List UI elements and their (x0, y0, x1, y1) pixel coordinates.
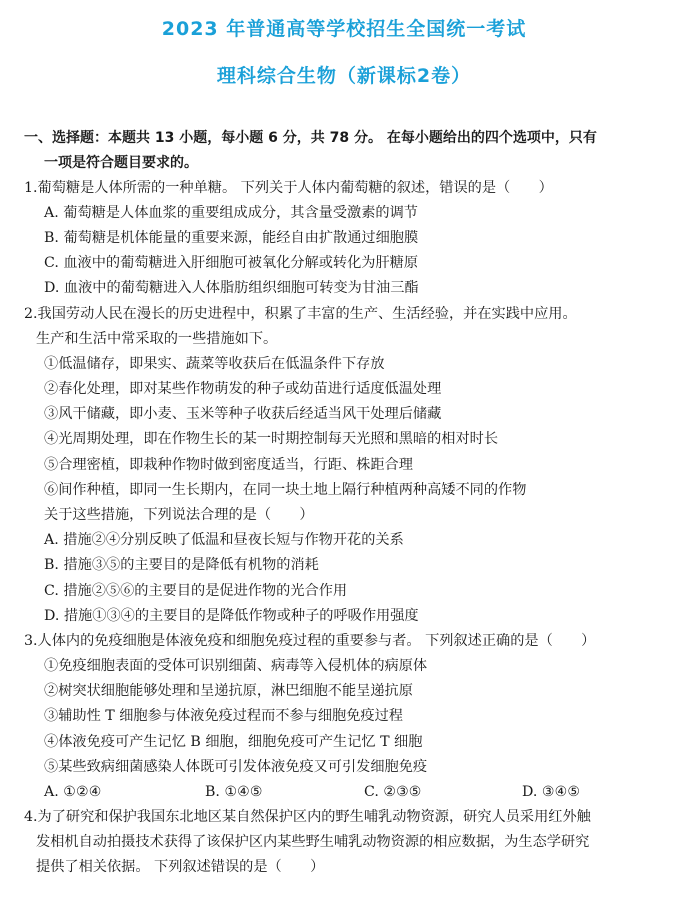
q3-statement-3: ③辅助性 T 细胞参与体液免疫过程而不参与细胞免疫过程 (44, 708, 403, 724)
q1-stem: 1.葡萄糖是人体所需的一种单糖。 下列关于人体内葡萄糖的叙述，错误的是（ ） (24, 180, 553, 196)
q3-statement-2: ②树突状细胞能够处理和呈递抗原，淋巴细胞不能呈递抗原 (44, 683, 413, 699)
q2-measure-5: ⑤合理密植，即栽种作物时做到密度适当，行距、株距合理 (44, 457, 413, 473)
section-heading-line1: 一、选择题：本题共 13 小题，每小题 6 分，共 78 分。 在每小题给出的四个选项中，只有 (24, 130, 597, 146)
q3-stem: 3.人体内的免疫细胞是体液免疫和细胞免疫过程的重要参与者。 下列叙述正确的是（ ） (24, 633, 596, 649)
q2-option-c: C. 措施②⑤⑥的主要目的是促进作物的光合作用 (44, 583, 348, 599)
q2-option-d: D. 措施①③④的主要目的是降低作物或种子的呼吸作用强度 (44, 608, 419, 624)
q2-measure-6: ⑥间作种植，即同一生长期内，在同一块土地上隔行种植两种高矮不同的作物 (44, 482, 527, 498)
q2-option-b: B. 措施③⑤的主要目的是降低有机物的消耗 (44, 557, 319, 573)
q1-option-d: D. 血液中的葡萄糖进入人体脂肪组织细胞可转变为甘油三酯 (44, 280, 419, 296)
q4-stem-line2: 发相机自动拍摄技术获得了该保护区内某些野生哺乳动物资源的相应数据，为生态学研究 (36, 834, 590, 850)
q1-option-a: A. 葡萄糖是人体血浆的重要组成成分，其含量受激素的调节 (44, 205, 418, 221)
q3-statement-4: ④体液免疫可产生记忆 B 细胞，细胞免疫可产生记忆 T 细胞 (44, 734, 423, 750)
q2-stem-line2: 生产和生活中常采取的一些措施如下。 (36, 331, 278, 347)
q3-option-b: B. ①④⑤ (205, 784, 263, 800)
q2-question: 关于这些措施，下列说法合理的是（ ） (44, 507, 314, 523)
q2-option-a: A. 措施②④分别反映了低温和昼夜长短与作物开花的关系 (44, 532, 404, 548)
exam-title: 2023 年普通高等学校招生全国统一考试 (161, 18, 527, 40)
q2-measure-2: ②春化处理，即对某些作物萌发的种子或幼苗进行适度低温处理 (44, 381, 442, 397)
q2-measure-4: ④光周期处理，即在作物生长的某一时期控制每天光照和黑暗的相对时长 (44, 431, 499, 447)
q3-statement-1: ①免疫细胞表面的受体可识别细菌、病毒等入侵机体的病原体 (44, 658, 428, 674)
section-heading-line2: 一项是符合题目要求的。 (44, 155, 198, 171)
q4-stem-line3: 提供了相关依据。 下列叙述错误的是（ ） (36, 859, 325, 875)
exam-subtitle: 理科综合生物（新课标2卷） (216, 65, 472, 87)
q2-measure-3: ③风干储藏，即小麦、玉米等种子收获后经适当风干处理后储藏 (44, 406, 442, 422)
q4-stem-line1: 4.为了研究和保护我国东北地区某自然保护区内的野生哺乳动物资源，研究人员采用红外触 (24, 809, 591, 825)
q3-option-c: C. ②③⑤ (364, 784, 422, 800)
q3-statement-5: ⑤某些致病细菌感染人体既可引发体液免疫又可引发细胞免疫 (44, 759, 428, 775)
q1-option-b: B. 葡萄糖是机体能量的重要来源，能经自由扩散通过细胞膜 (44, 230, 419, 246)
q2-stem-line1: 2.我国劳动人民在漫长的历史进程中，积累了丰富的生产、生活经验，并在实践中应用。 (24, 306, 577, 322)
q2-measure-1: ①低温储存，即果实、蔬菜等收获后在低温条件下存放 (44, 356, 385, 372)
q3-option-a: A. ①②④ (44, 784, 102, 800)
q3-option-d: D. ③④⑤ (522, 784, 581, 800)
q1-option-c: C. 血液中的葡萄糖进入肝细胞可被氧化分解或转化为肝糖原 (44, 255, 419, 271)
